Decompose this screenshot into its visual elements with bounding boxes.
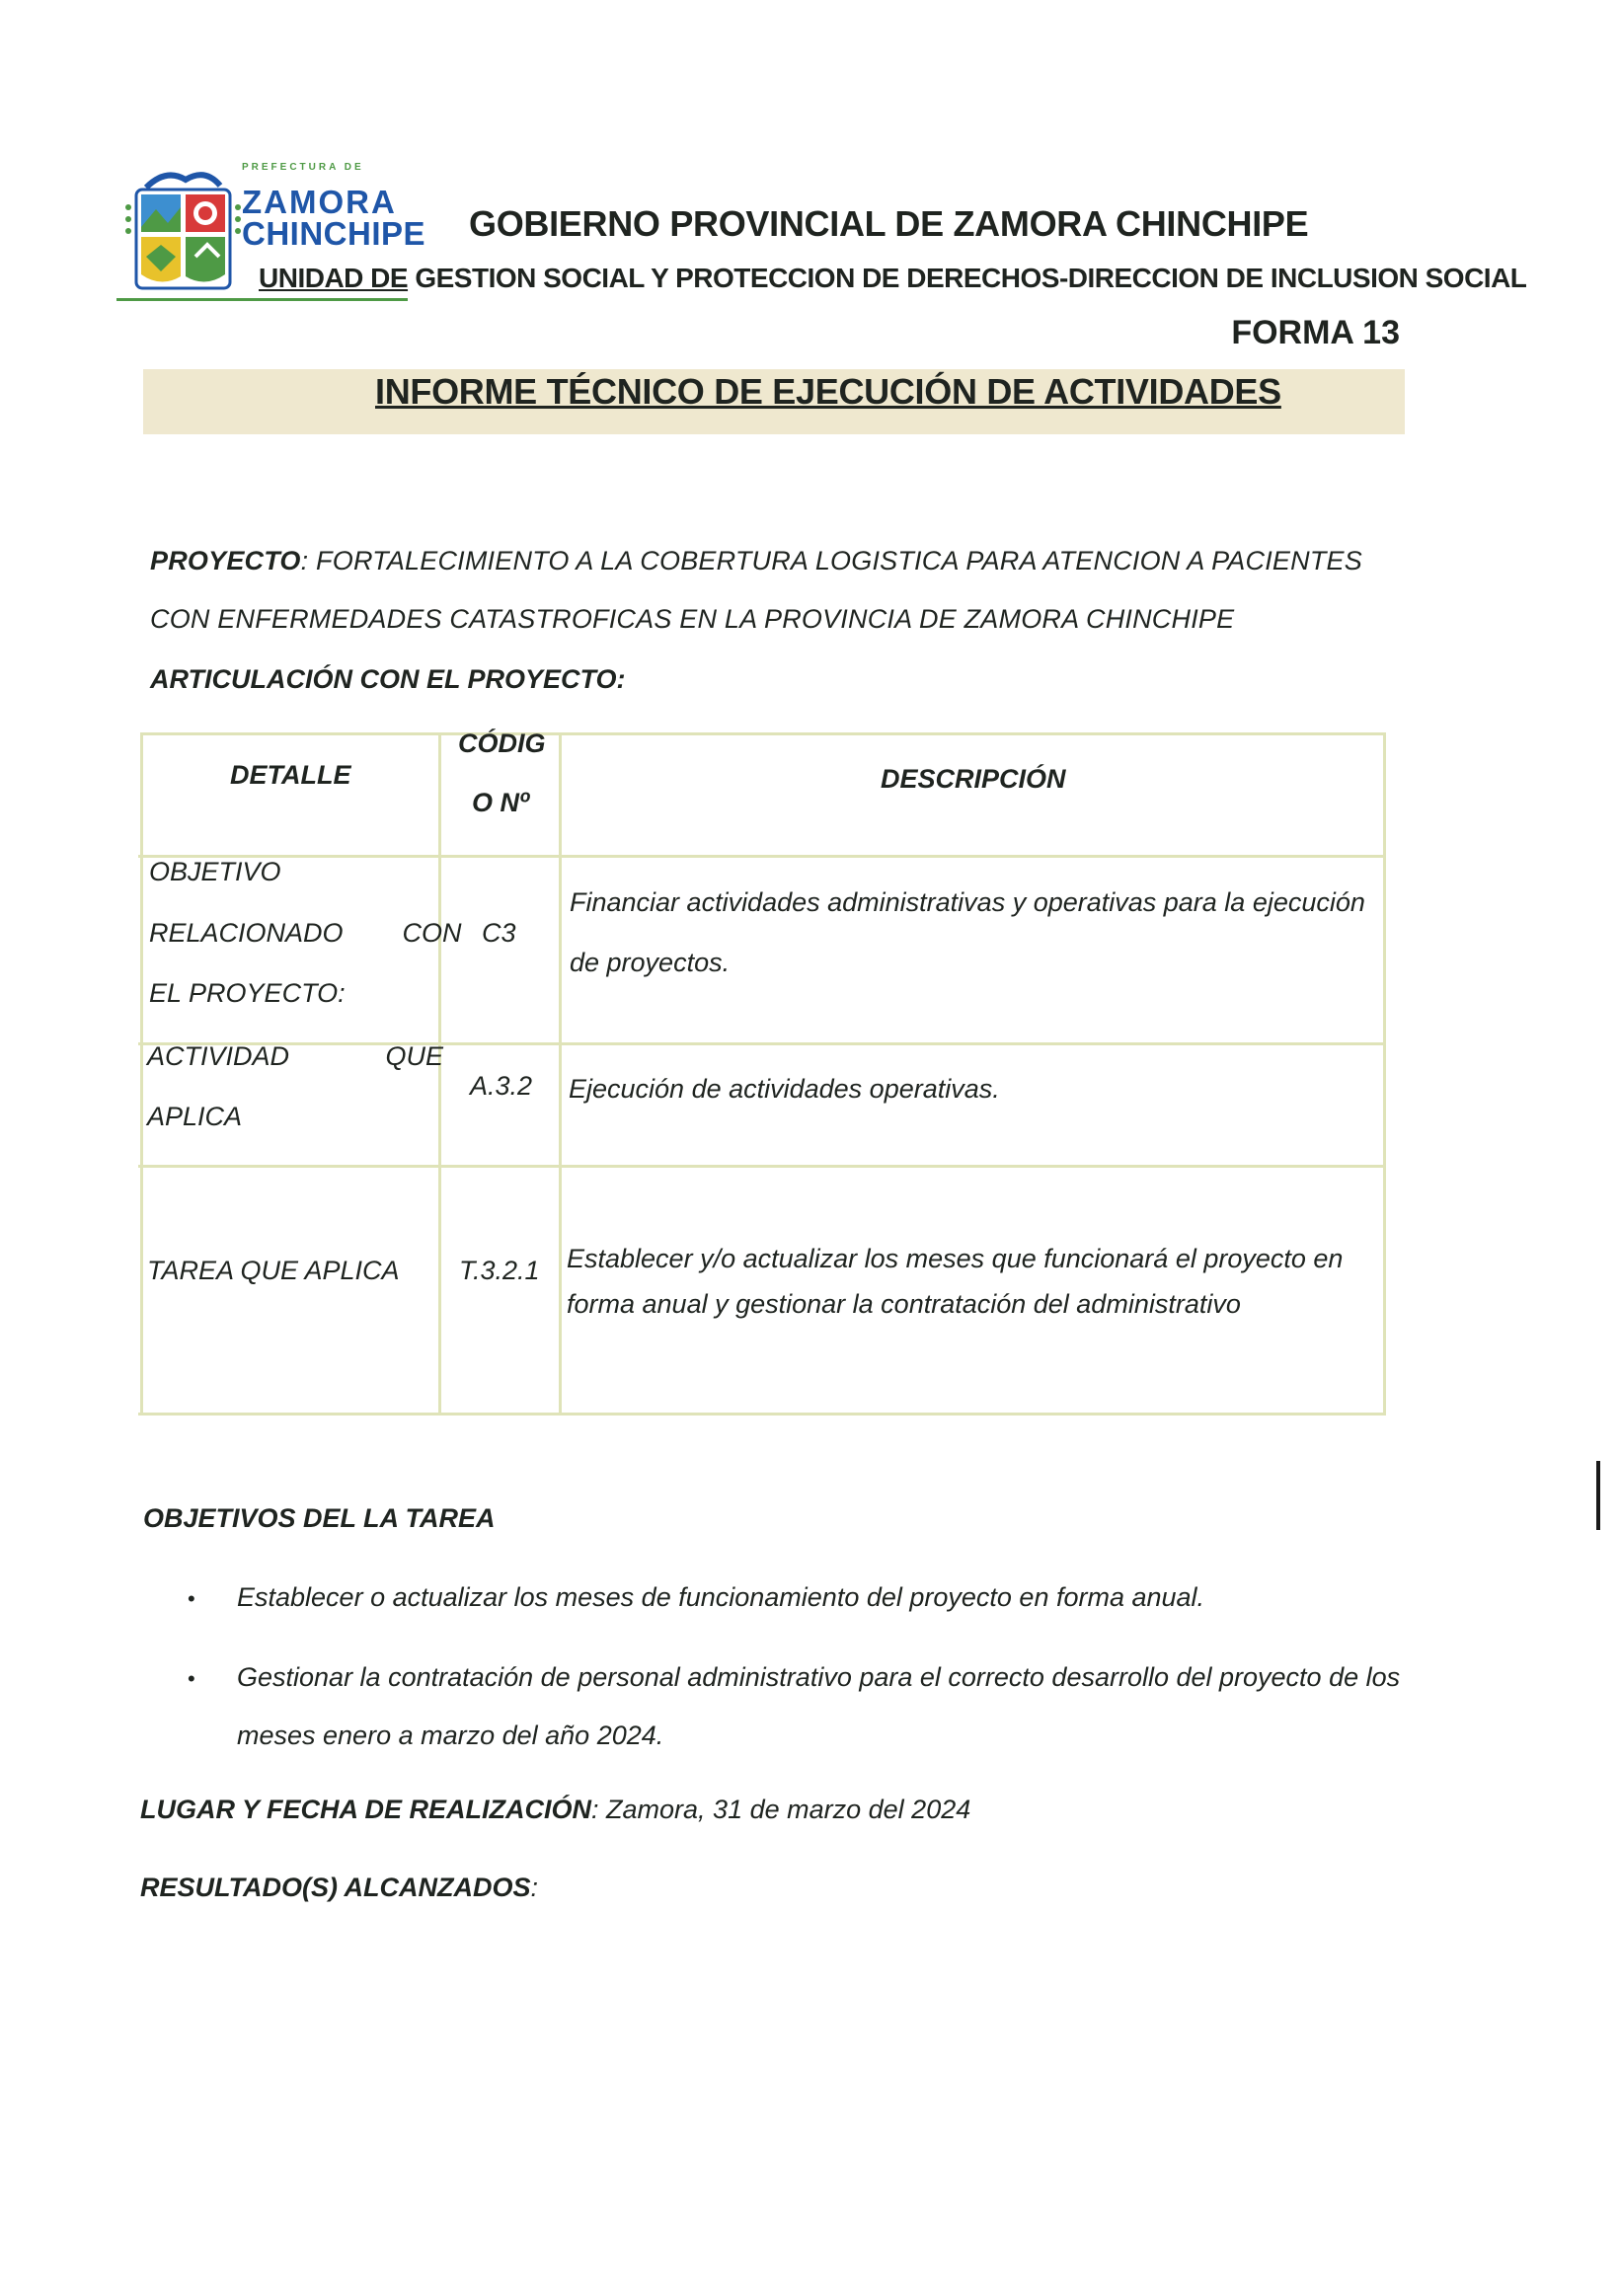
results-label-colon: :	[530, 1873, 538, 1902]
unit-title	[259, 263, 1526, 294]
row3-code: T.3.2.1	[459, 1256, 540, 1285]
objectives-title: OBJETIVOS DEL LA TAREA	[143, 1503, 496, 1533]
bullet-icon: •	[188, 1666, 195, 1691]
government-title: GOBIERNO PROVINCIAL DE ZAMORA CHINCHIPE	[469, 203, 1309, 244]
objective-item-2-line2: meses enero a marzo del año 2024.	[237, 1721, 664, 1750]
objective-item-1: Establecer o actualizar los meses de funcionamiento del proyecto en forma anual.	[237, 1582, 1205, 1612]
results-label-text: RESULTADO(S) ALCANZADOS	[140, 1873, 531, 1902]
results-label	[140, 1873, 538, 1903]
project-name-line1: : FORTALECIMIENTO A LA COBERTURA LOGISTICA PARA ATENCION A PACIENTES	[300, 546, 1362, 575]
table-border	[138, 855, 1386, 858]
table-border	[1383, 732, 1386, 1416]
logo-text-line1: ZAMORA	[242, 184, 397, 220]
articulation-label: ARTICULACIÓN CON EL PROYECTO:	[150, 664, 626, 694]
table-border	[140, 732, 143, 1416]
place-date-label: LUGAR Y FECHA DE REALIZACIÓN	[140, 1795, 592, 1824]
row2-detail-line1: ACTIVIDAD QUE	[147, 1041, 444, 1071]
table-border	[438, 732, 441, 1416]
report-title: INFORME TÉCNICO DE EJECUCIÓN DE ACTIVIDADES	[375, 371, 1281, 412]
project-label: PROYECTO	[150, 546, 301, 575]
row2-code: A.3.2	[470, 1071, 533, 1101]
table-border	[140, 732, 1386, 735]
row1-description-line1: Financiar actividades administrativas y operativas para la ejecución	[570, 887, 1365, 917]
unit-title-underlined: UNIDAD DE	[259, 263, 409, 293]
row1-code: C3	[482, 918, 516, 948]
row2-description-line1: Ejecución de actividades operativas.	[569, 1074, 1000, 1104]
articulation-table	[138, 728, 1386, 1416]
row3-detail-line1: TAREA QUE APLICA	[147, 1256, 400, 1285]
row3-description-line1: Establecer y/o actualizar los meses que funcionará el proyecto en	[567, 1244, 1344, 1273]
row1-detail-line2: RELACIONADO CON	[149, 918, 462, 948]
row2-detail-line2: APLICA	[147, 1102, 243, 1131]
header-codigo-line2: O Nº	[472, 788, 529, 817]
table-border	[138, 1165, 1386, 1168]
place-date	[140, 1795, 970, 1825]
unit-title-rest: GESTION SOCIAL Y PROTECCION DE DERECHOS-DIRECCION DE INCLUSION SOCIAL	[408, 263, 1527, 293]
scan-edge-mark	[1596, 1461, 1600, 1530]
row1-description-line2: de proyectos.	[570, 948, 731, 977]
header-descripcion: DESCRIPCIÓN	[881, 764, 1066, 794]
row1-detail-line3: EL PROYECTO:	[149, 978, 346, 1008]
place-date-value: : Zamora, 31 de marzo del 2024	[591, 1795, 971, 1824]
logo-small-text: PREFECTURA DE	[242, 162, 364, 173]
row1-detail-line1: OBJETIVO	[149, 857, 281, 886]
row3-description-line2: forma anual y gestionar la contratación del administrativo	[567, 1289, 1241, 1319]
table-border	[138, 1413, 1386, 1416]
form-label: FORMA 13	[1231, 314, 1400, 351]
project-line-1	[150, 546, 1362, 576]
logo-underline	[116, 298, 408, 301]
header-detalle: DETALLE	[230, 760, 351, 790]
table-border	[559, 732, 562, 1416]
bullet-icon: •	[188, 1586, 195, 1611]
objective-item-2-line1: Gestionar la contratación de personal administrativo para el correcto desarrollo del proyecto de los	[237, 1662, 1401, 1692]
header-codigo-line1: CÓDIG	[458, 728, 546, 758]
project-name-line2: CON ENFERMEDADES CATASTROFICAS EN LA PROVINCIA DE ZAMORA CHINCHIPE	[150, 604, 1235, 634]
logo-text-line2: CHINCHIPE	[242, 215, 426, 252]
